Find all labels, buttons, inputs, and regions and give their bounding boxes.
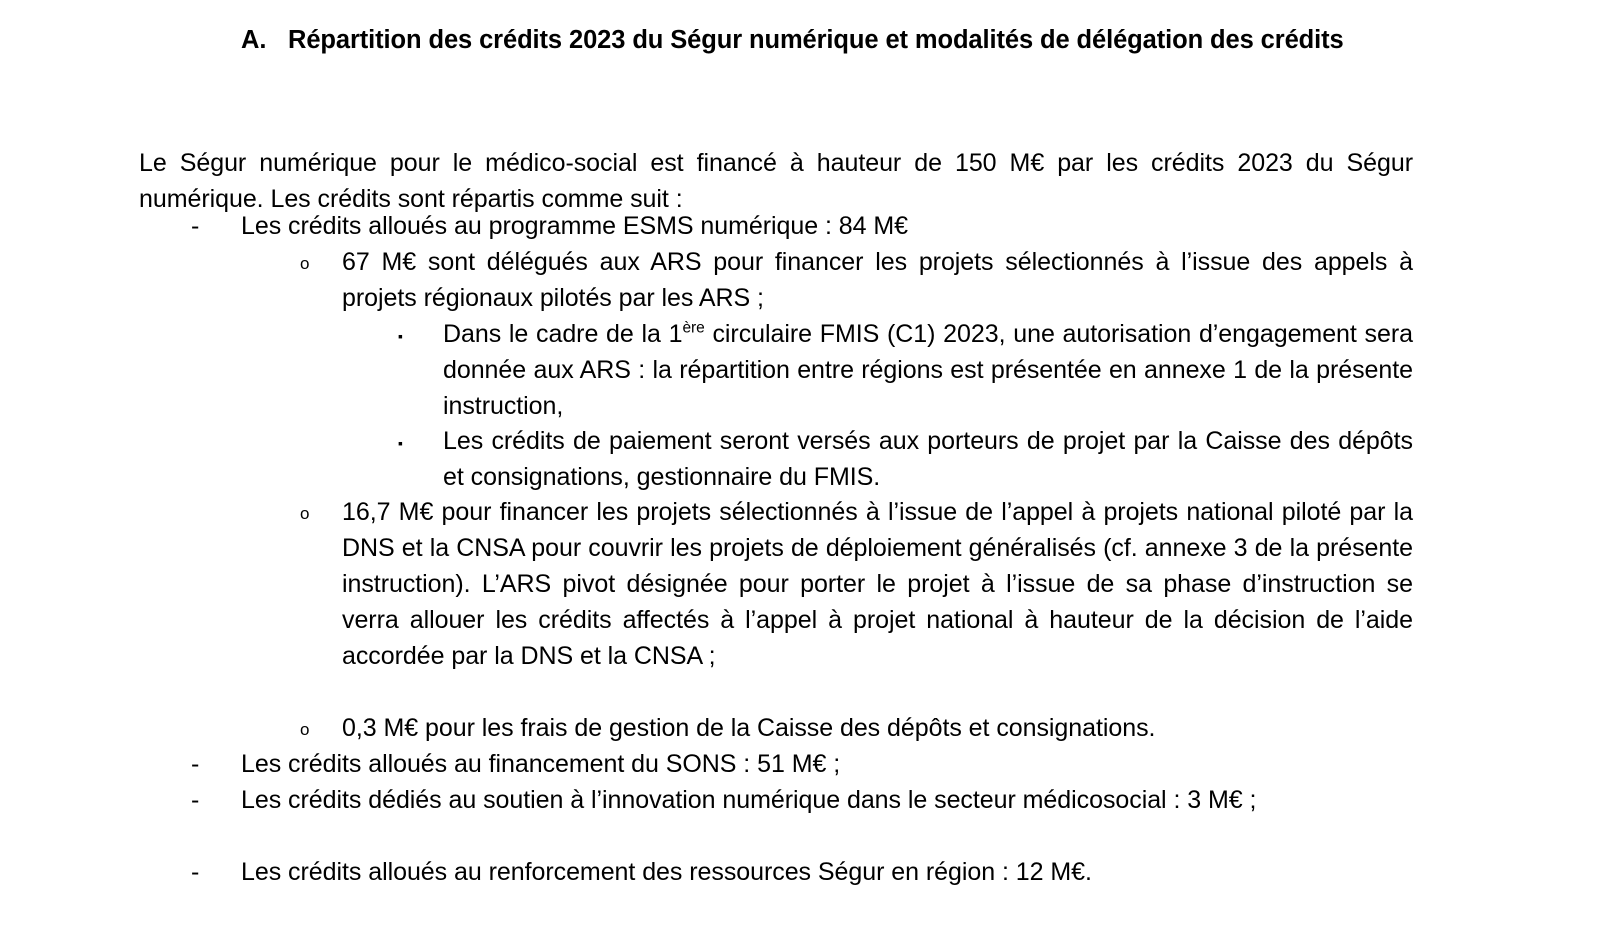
list-item-text: 67 M€ sont délégués aux ARS pour financer les projets sélectionnés à l’issue des appels à projets régionaux pilotés par les ARS ; (342, 248, 1413, 312)
circle-bullet-icon: o (300, 254, 310, 273)
section-heading (241, 22, 1416, 59)
list-item-sons (191, 746, 1413, 782)
ordinal-suffix: ère (682, 319, 705, 337)
list-item-text-post: circulaire FMIS (C1) 2023, une autorisation d’engagement sera donnée aux ARS : la répartition entre régions est présentée en annexe 1 de la présente instruction, (443, 320, 1413, 420)
list-item-esms-0-3 (300, 710, 1413, 750)
list-item-text: Les crédits dédiés au soutien à l’innovation numérique dans le secteur médicosocial : 3 M€ ; (241, 786, 1257, 814)
section-heading-marker: A. (241, 26, 267, 54)
dash-bullet-icon: - (191, 858, 200, 886)
list-item-text: Les crédits alloués au financement du SONS : 51 M€ ; (241, 750, 841, 778)
list-item-esms-67 (300, 244, 1413, 316)
section-heading-text: Répartition des crédits 2023 du Ségur numérique et modalités de délégation des crédits (288, 26, 1344, 54)
list-item-text: 0,3 M€ pour les frais de gestion de la Caisse des dépôts et consignations. (342, 714, 1156, 742)
list-item-innovation (191, 782, 1413, 818)
circle-bullet-icon: o (300, 720, 310, 739)
square-bullet-icon: ▪ (398, 435, 403, 451)
list-item-text: Les crédits de paiement seront versés aux porteurs de projet par la Caisse des dépôts et consignations, gestionnaire du FMIS. (443, 427, 1413, 491)
list-item-text: 16,7 M€ pour financer les projets sélectionnés à l’issue de l’appel à projets national piloté par la DNS et la CNSA pour couvrir les projets de déploiement généralisés (cf. annexe 3 de la présente instruction). L’ARS pivot désignée pour porter le projet à l’issue de sa phase d’instruction se verra allouer les crédits affectés à l’appel à projet national à hauteur de la décision de l’aide accordée par la DNS et la CNSA ; (342, 498, 1413, 670)
list-item-text (443, 316, 1413, 424)
circle-bullet-icon: o (300, 504, 310, 523)
list-item-text: Les crédits alloués au renforcement des ressources Ségur en région : 12 M€. (241, 858, 1092, 886)
list-item-text-pre: Dans le cadre de la 1 (443, 320, 683, 348)
list-item-text: Les crédits alloués au programme ESMS numérique : 84 M€ (241, 212, 909, 240)
dash-bullet-icon: - (191, 786, 200, 814)
square-bullet-icon: ▪ (398, 328, 403, 344)
intro-paragraph: Le Ségur numérique pour le médico-social est financé à hauteur de 150 M€ par les crédits 2023 du Ségur numérique. Les crédits sont répartis comme suit : (139, 149, 1413, 213)
list-item-fmis-c1 (398, 316, 1413, 424)
list-item-credits-paiement (398, 423, 1413, 495)
list-item-esms-numerique (191, 208, 1413, 244)
list-item-ressources-region (191, 854, 1413, 890)
dash-bullet-icon: - (191, 212, 200, 240)
list-item-esms-16-7 (300, 494, 1413, 674)
dash-bullet-icon: - (191, 750, 200, 778)
